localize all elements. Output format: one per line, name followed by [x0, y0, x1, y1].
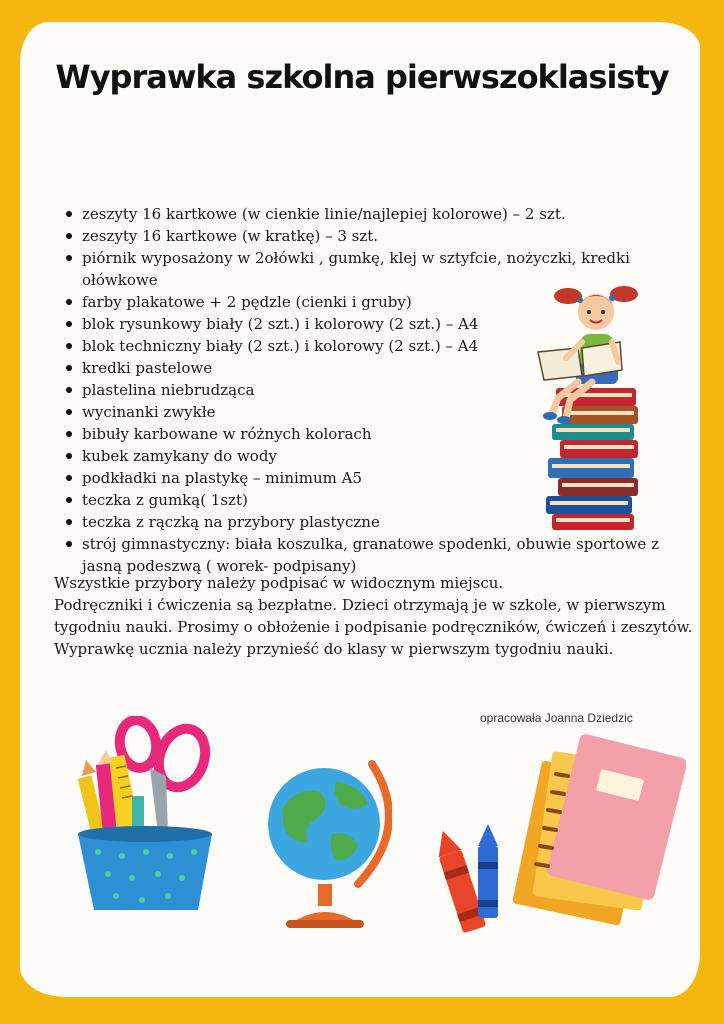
list-item: kubek zamykany do wody [62, 445, 682, 467]
list-item: piórnik wyposażony w 2ołówki , gumkę, klej w sztyfcie, nożyczki, kredki ołówkowe [62, 247, 682, 291]
girl-on-books-illustration [522, 278, 644, 536]
list-item: kredki pastelowe [62, 357, 682, 379]
list-item: strój gimnastyczny: biała koszulka, granatowe spodenki, obuwie sportowe z jasną podeszwą ( worek- podpisany) [62, 533, 682, 577]
list-item: wycinanki zwykłe [62, 401, 682, 423]
list-item: zeszyty 16 kartkowe (w kratkę) – 3 szt. [62, 225, 682, 247]
list-item: blok techniczny biały (2 szt.) i kolorowy (2 szt.) – A4 [62, 335, 682, 357]
note-paragraph: Podręczniki i ćwiczenia są bezpłatne. Dzieci otrzymają je w szkole, w pierwszym tygodniu nauki. Prosimy o obłożenie i podpisanie podręczników, ćwiczeń i zeszytów. Wyprawkę ucznia należy przynieść do klasy w pierwszym tygodniu nauki. [54, 596, 693, 658]
globe-illustration [262, 756, 392, 936]
note-line: Wszystkie przybory należy podpisać w widocznym miejscu. [54, 574, 504, 592]
page-title: Wyprawka szkolna pierwszoklasisty [55, 58, 669, 96]
pencil-cup-illustration [72, 716, 222, 912]
list-item: zeszyty 16 kartkowe (w cienkie linie/najlepiej kolorowe) – 2 szt. [62, 203, 682, 225]
note-text [54, 572, 694, 660]
crayons-notebooks-illustration [430, 734, 686, 948]
author-credit: opracowała Joanna Dziedzic [480, 711, 633, 725]
list-item: farby plakatowe + 2 pędzle (cienki i gruby) [62, 291, 682, 313]
list-item: teczka z rączką na przybory plastyczne [62, 511, 682, 533]
list-item: plastelina niebrudząca [62, 379, 682, 401]
list-item: podkładki na plastykę – minimum A5 [62, 467, 682, 489]
list-item: teczka z gumką( 1szt) [62, 489, 682, 511]
list-item: bibuły karbowane w różnych kolorach [62, 423, 682, 445]
list-item: blok rysunkowy biały (2 szt.) i kolorowy (2 szt.) – A4 [62, 313, 682, 335]
